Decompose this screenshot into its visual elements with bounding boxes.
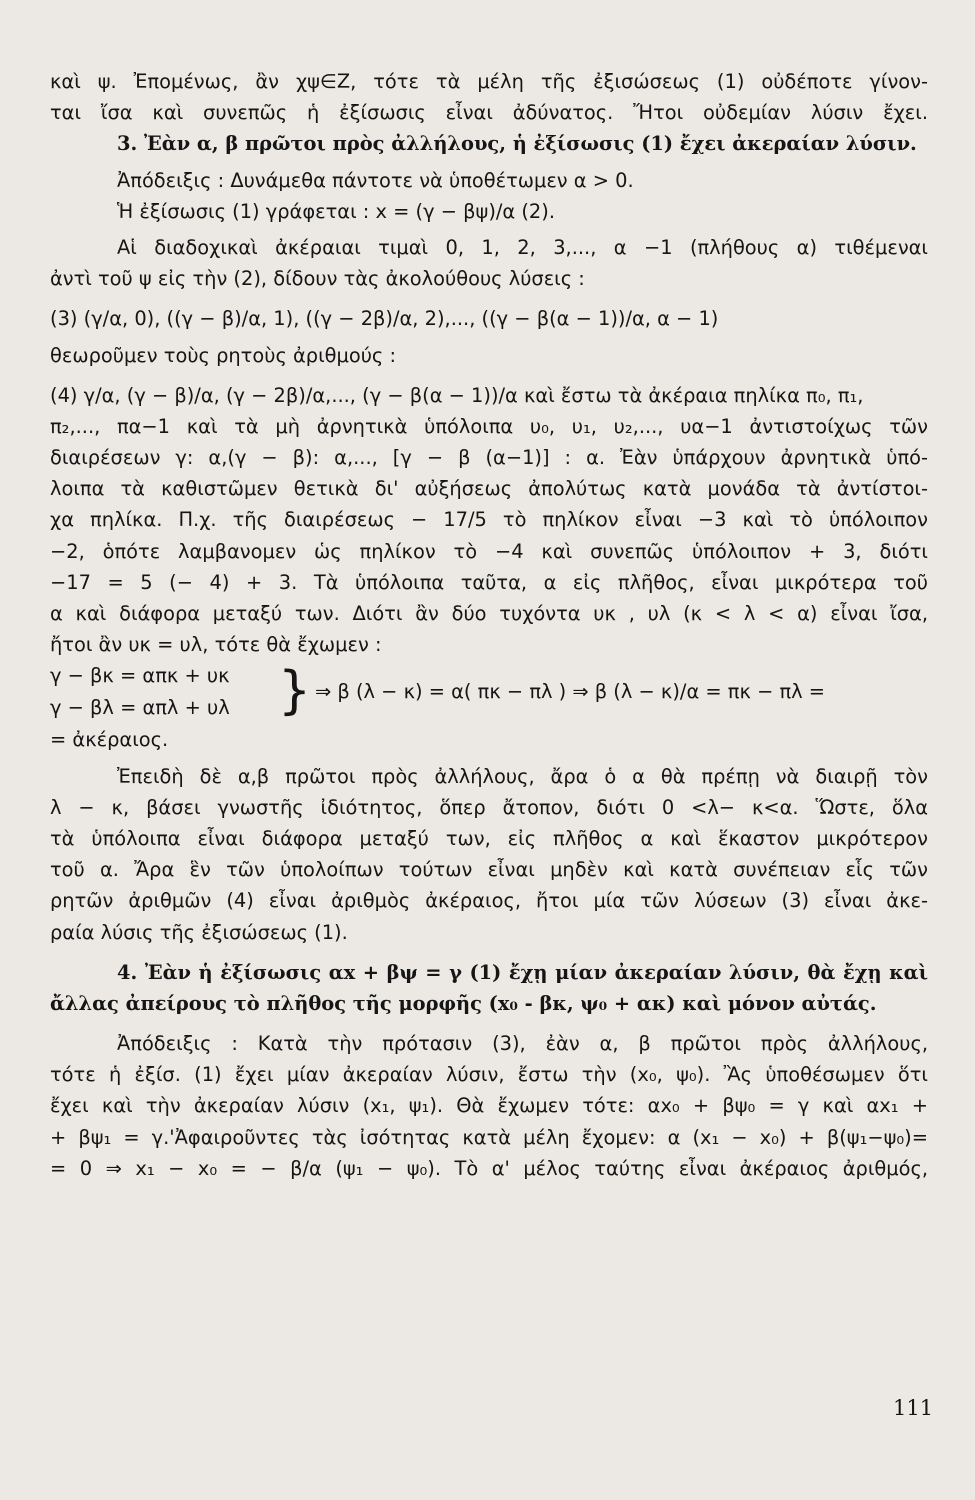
- proposition-4-heading: ἄλλας ἀπείρους τὸ πλῆθος τῆς μορφῆς (x₀ - βκ, ψ₀ + ακ) καὶ μόνον αὐτάς.: [50, 991, 877, 1015]
- proposition-4-heading: 4. Ἐὰν ἡ ἐξίσωσις αx + βψ = γ (1) ἔχῃ μίαν ἀκεραίαν λύσιν, θὰ ἔχῃ καὶ: [117, 960, 928, 984]
- system-row: γ − βλ = απλ + υλ: [50, 695, 230, 719]
- text-line: −17 = 5 (− 4) + 3. Τὰ ὑπόλοιπα ταῦτα, α εἰς πλῆθος, εἶναι μικρότερα τοῦ: [50, 570, 928, 594]
- system-result: ⇒ β (λ − κ) = α( πκ − πλ ) ⇒ β (λ − κ)/α = πκ − πλ =: [315, 680, 826, 704]
- proof-line: Ἀπόδειξις : Κατὰ τὴν πρότασιν (3), ἐὰν α, β πρῶτοι πρὸς ἀλλήλους,: [117, 1032, 928, 1056]
- text-line: ται ἴσα καὶ συνεπῶς ἡ ἐξίσωσις εἶναι ἀδύνατος. Ἤτοι οὐδεμίαν λύσιν ἔχει.: [50, 101, 928, 125]
- text-line: καὶ ψ. Ἐπομένως, ἂν χψ∈Ζ, τότε τὰ μέλη τῆς ἐξισώσεως (1) οὐδέποτε γίνον-: [50, 70, 928, 93]
- text-line: α καὶ διάφορα μεταξύ των. Διότι ἂν δύο τυχόντα υκ , υλ (κ < λ < α) εἶναι ἴσα,: [50, 602, 928, 625]
- text-line: + βψ₁ = γ.'Ἀφαιροῦντες τὰς ἰσότητας κατὰ μέλη ἔχομεν: α (x₁ − x₀) + β(ψ₁−ψ₀)=: [50, 1125, 928, 1149]
- proof-line: Ἀπόδειξις : Δυνάμεθα πάντοτε νὰ ὑποθέτωμεν α > 0.: [117, 168, 634, 192]
- text-line: τὰ ὑπόλοιπα εἶναι διάφορα μεταξύ των, εἰς πλῆθος α καὶ ἕκαστον μικρότερον: [50, 826, 928, 850]
- text-line: ἔχει καὶ τὴν ἀκεραίαν λύσιν (x₁, ψ₁). Θὰ ἔχωμεν τότε: αx₀ + βψ₀ = γ καὶ αx₁ +: [50, 1094, 928, 1118]
- equation-4: (4) γ/α, (γ − β)/α, (γ − 2β)/α,..., (γ − β(α − 1))/α καὶ ἔστω τὰ ἀκέραια πηλίκα π₀, π₁,: [50, 383, 864, 407]
- text-line: −2, ὁπότε λαμβανομεν ὡς πηλίκον τὸ −4 καὶ συνεπῶς ὑπόλοιπον + 3, διότι: [50, 539, 928, 563]
- page-number: 111: [893, 1396, 934, 1420]
- page-body: [50, 66, 928, 1184]
- text-line: ραία λύσις τῆς ἐξισώσεως (1).: [50, 920, 348, 944]
- text-line: τοῦ α. Ἄρα ἓν τῶν ὑπολοίπων τούτων εἶναι μηδὲν καὶ κατὰ συνέπειαν εἷς τῶν: [50, 858, 928, 882]
- text-line: τότε ἡ ἐξίσ. (1) ἔχει μίαν ἀκεραίαν λύσιν, ἔστω τὴν (x₀, ψ₀). Ἂς ὑποθέσωμεν ὅτι: [50, 1063, 928, 1087]
- text-line: = 0 ⇒ x₁ − x₀ = − β/α (ψ₁ − ψ₀). Τὸ α' μέλος ταύτης εἶναι ἀκέραιος ἀριθμός,: [50, 1156, 928, 1180]
- equation-system: [50, 660, 928, 724]
- text-line: χα πηλίκα. Π.χ. τῆς διαιρέσεως − 17/5 τὸ πηλίκον εἶναι −3 καὶ τὸ ὑπόλοιπον: [50, 508, 928, 532]
- system-brace: }: [278, 661, 312, 722]
- text-line: Αἱ διαδοχικαὶ ἀκέραιαι τιμαὶ 0, 1, 2, 3,..., α −1 (πλήθους α) τιθέμεναι: [117, 235, 928, 259]
- text-line: λοιπα τὰ καθιστῶμεν θετικὰ δι' αὐξήσεως ἀπολύτως κατὰ μονάδα τὰ ἀντίστοι-: [50, 477, 928, 501]
- text-line: λ − κ, βάσει γνωστῆς ἰδιότητος, ὅπερ ἄτοπον, διότι 0 <λ− κ<α. Ὥστε, ὅλα: [50, 795, 928, 819]
- text-line: ἤτοι ἂν υκ = υλ, τότε θὰ ἔχωμεν :: [50, 633, 382, 657]
- text-line: = ἀκέραιος.: [50, 728, 169, 752]
- proposition-3-heading: 3. Ἐὰν α, β πρῶτοι πρὸς ἀλλήλους, ἡ ἐξίσωσις (1) ἔχει ἀκεραίαν λύσιν.: [117, 132, 917, 156]
- equation-3: (3) (γ/α, 0), ((γ − β)/α, 1), ((γ − 2β)/α, 2),..., ((γ − β(α − 1))/α, α − 1): [50, 307, 719, 331]
- system-row: γ − βκ = απκ + υκ: [50, 664, 230, 688]
- text-line: θεωροῦμεν τοὺς ρητοὺς ἀριθμούς :: [50, 343, 397, 367]
- text-line: ἀντὶ τοῦ ψ εἰς τὴν (2), δίδουν τὰς ἀκολούθους λύσεις :: [50, 267, 585, 291]
- text-line: ρητῶν ἀριθμῶν (4) εἶναι ἀριθμὸς ἀκέραιος, ἤτοι μία τῶν λύσεων (3) εἶναι ἀκε-: [50, 889, 928, 913]
- text-line: διαιρέσεων γ: α,(γ − β): α,..., [γ − β (α−1)] : α. Ἐὰν ὑπάρχουν ἀρνητικὰ ὑπό-: [50, 446, 928, 470]
- equation-2: Ἡ ἐξίσωσις (1) γράφεται : x = (γ − βψ)/α (2).: [117, 199, 555, 223]
- text-line: Ἐπειδὴ δὲ α,β πρῶτοι πρὸς ἀλλήλους, ἄρα ὁ α θὰ πρέπῃ νὰ διαιρῇ τὸν: [117, 764, 928, 788]
- text-line: π₂,..., πα−1 καὶ τὰ μὴ ἀρνητικὰ ὑπόλοιπα υ₀, υ₁, υ₂,..., υα−1 ἀντιστοίχως τῶν: [50, 414, 928, 438]
